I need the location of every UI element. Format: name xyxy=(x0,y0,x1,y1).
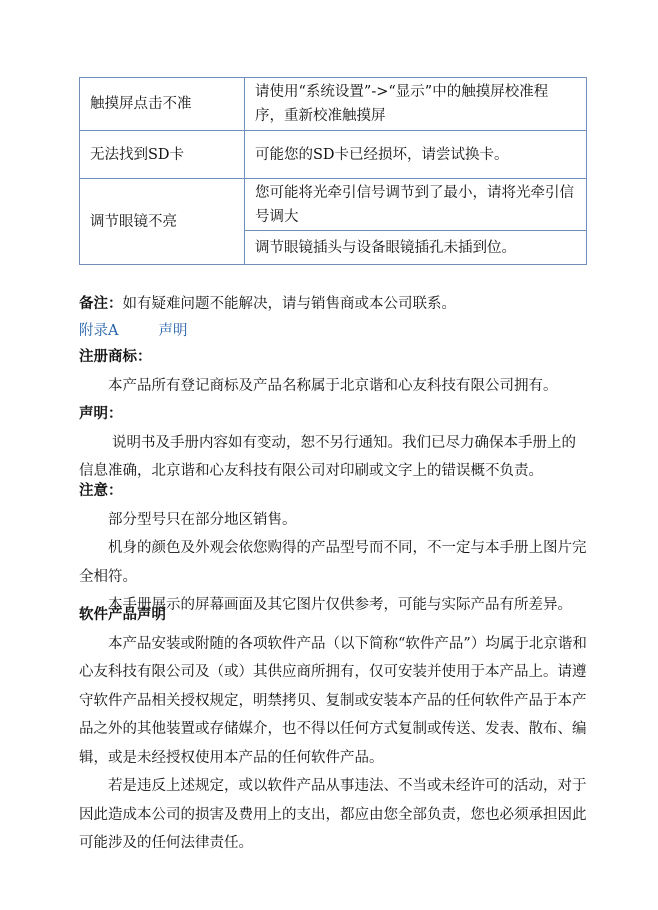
appendix-title: 声明 xyxy=(158,323,188,339)
attention-heading: 注意： xyxy=(79,483,123,499)
problem-cell: 调节眼镜不亮 xyxy=(80,179,245,265)
problem-cell: 无法找到SD卡 xyxy=(80,131,245,179)
appendix-label: 附录A xyxy=(79,323,119,339)
statement-section xyxy=(79,400,589,486)
trademark-section xyxy=(79,343,589,400)
table-row xyxy=(80,131,587,179)
software-heading: 软件产品声明 xyxy=(79,607,166,623)
solution-cell: 请使用“系统设置”->“显示”中的触摸屏校准程序，重新校准触摸屏 xyxy=(245,78,587,131)
appendix-heading xyxy=(79,317,589,346)
solution-cell: 可能您的SD卡已经损坏，请尝试换卡。 xyxy=(245,131,587,179)
attention-item: 机身的颜色及外观会依您购得的产品型号而不同，不一定与本手册上图片完全相符。 xyxy=(79,540,587,585)
software-paragraph: 若是违反上述规定，或以软件产品从事违法、不当或未经许可的活动，对于因此造成本公司的损害及费用上的支出，都应由您全部负责，您也必须承担因此可能涉及的任何法律责任。 xyxy=(79,778,587,851)
troubleshooting-table xyxy=(79,77,587,265)
note-text: 如有疑难问题不能解决，请与销售商或本公司联系。 xyxy=(122,296,456,312)
statement-text: 说明书及手册内容如有变动，恕不另行通知。我们已尽力确保本手册上的信息准确，北京谐和心友科技有限公司对印刷或文字上的错误概不负责。 xyxy=(79,434,576,479)
note-line xyxy=(79,290,589,319)
statement-heading: 声明： xyxy=(79,406,123,422)
solution-cell: 调节眼镜插头与设备眼镜插孔未插到位。 xyxy=(245,231,587,265)
attention-item: 本手册展示的屏幕画面及其它图片仅供参考，可能与实际产品有所差异。 xyxy=(108,597,572,613)
note-label: 备注： xyxy=(79,296,123,312)
attention-section xyxy=(79,477,589,620)
problem-cell: 触摸屏点击不准 xyxy=(80,78,245,131)
table-row xyxy=(80,78,587,131)
software-paragraph: 本产品安装或附随的各项软件产品（以下简称“软件产品”）均属于北京谐和心友科技有限公司及（或）其供应商所拥有，仅可安装并使用于本产品上。请遵守软件产品相关授权规定，明禁拷贝、复制或安装本产品的任何软件产品于本产品之外的其他装置或存储媒介，也不得以任何方式复制或传送、发表、散布、编辑，或是未经授权使用本产品的任何软件产品。 xyxy=(79,635,587,766)
software-section xyxy=(79,601,589,858)
trademark-text: 本产品所有登记商标及产品名称属于北京谐和心友科技有限公司拥有。 xyxy=(108,377,558,394)
trademark-heading: 注册商标： xyxy=(79,349,152,365)
solution-cell: 您可能将光牵引信号调节到了最小，请将光牵引信号调大 xyxy=(245,179,587,231)
table-row xyxy=(80,179,587,231)
attention-item: 部分型号只在部分地区销售。 xyxy=(108,511,297,528)
